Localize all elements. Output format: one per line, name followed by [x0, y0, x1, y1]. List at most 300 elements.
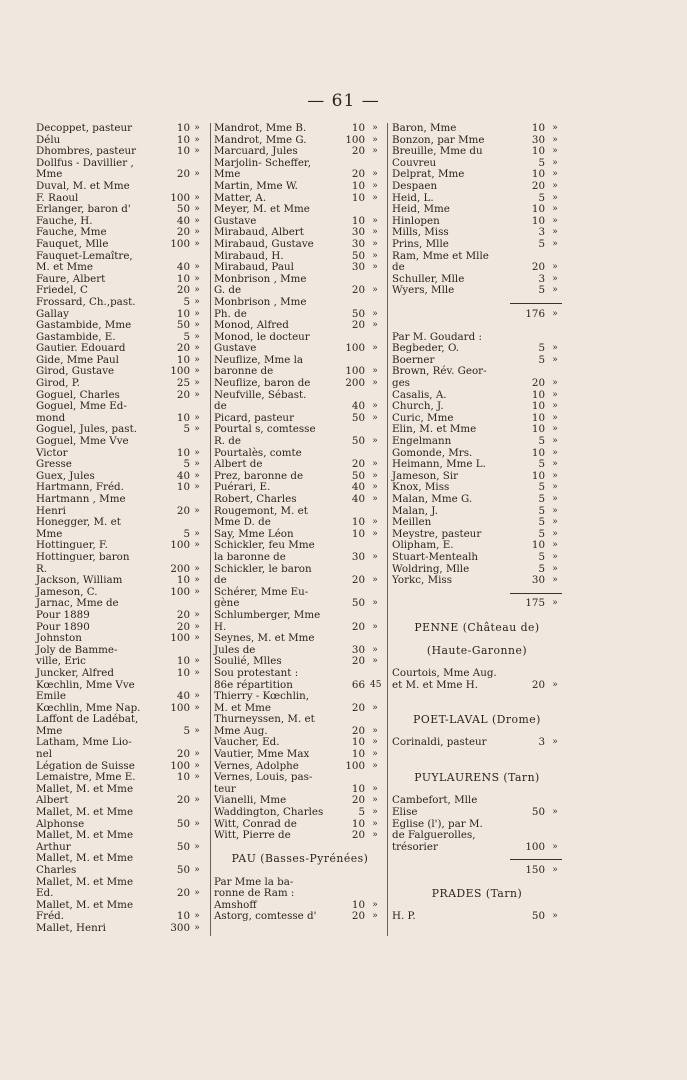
donor-name: Pourtal s, comtesse	[214, 423, 316, 436]
donation-amount: 10	[176, 272, 190, 285]
donor-name: Pour 1889	[36, 608, 90, 621]
donation-amount: 10	[351, 214, 365, 227]
donation-amount: 5	[538, 527, 545, 540]
donor-name: Gide, Mme Paul	[36, 353, 119, 366]
donation-amount: 10	[351, 179, 365, 192]
donation-cents: »	[552, 575, 558, 586]
section-heading-text: (Haute-Garonne)	[426, 643, 528, 657]
donor-name: Church, J.	[392, 400, 444, 413]
donor-name: Monod, Alfred	[214, 319, 289, 332]
donation-amount: 10	[176, 574, 190, 587]
donation-cents: »	[372, 378, 378, 389]
donor-name: Mills, Miss	[392, 226, 449, 239]
section-heading-text: POET-LAVAL (Drome)	[413, 713, 541, 727]
donation-cents: »	[552, 215, 558, 226]
donation-cents: »	[194, 146, 200, 157]
section-heading	[392, 888, 562, 900]
donor-name: Marjolin- Scheffer,	[214, 156, 311, 169]
donation-amount: 50	[531, 806, 545, 819]
donor-name: ville, Eric	[36, 655, 86, 668]
donor-name: Mme D. de	[214, 516, 271, 529]
donation-cents: »	[194, 911, 200, 922]
donor-row	[214, 749, 386, 761]
donor-row	[214, 668, 386, 680]
donation-cents: »	[194, 192, 200, 203]
donor-row	[392, 285, 562, 297]
donation-amount: 200	[345, 377, 365, 390]
donation-cents: »	[194, 354, 200, 365]
donor-name: Mirabaud, Paul	[214, 261, 294, 274]
donation-cents: »	[194, 447, 200, 458]
donor-name: Jules de	[214, 643, 256, 656]
donation-amount: 10	[531, 423, 545, 436]
donation-cents: »	[194, 227, 200, 238]
donor-name: Schlumberger, Mme	[214, 608, 321, 621]
donation-amount: 100	[170, 585, 190, 598]
donor-name: Schickler, feu Mme	[214, 539, 315, 552]
donation-amount: 50	[176, 319, 190, 332]
donation-cents: »	[552, 146, 558, 157]
donor-name: Brown, Rév. Geor-	[392, 365, 487, 378]
donor-name: Gustave	[214, 342, 257, 355]
donation-cents: »	[194, 412, 200, 423]
donor-name: M. et Mme	[214, 701, 271, 714]
donor-name: ronne de Ram :	[214, 887, 295, 900]
donation-amount: 40	[351, 493, 365, 505]
donation-cents: »	[552, 447, 558, 458]
donor-name: Decoppet, pasteur	[36, 122, 133, 134]
donation-cents: »	[194, 888, 200, 899]
donor-name: Fauquet-Lemaître,	[36, 249, 133, 262]
donation-cents: »	[194, 215, 200, 226]
donor-row	[392, 911, 562, 923]
donation-cents: »	[194, 841, 200, 852]
donor-row	[214, 633, 386, 645]
donor-name: Pourtalès, comte	[214, 446, 302, 459]
donation-cents: »	[372, 598, 378, 609]
donor-name: Neufville, Sébast.	[214, 388, 307, 401]
donor-name: la baronne de	[214, 550, 286, 563]
donation-cents: »	[552, 123, 558, 133]
donation-cents: »	[194, 633, 200, 644]
donation-cents: »	[194, 296, 200, 307]
donor-name: Délu	[36, 133, 61, 146]
donation-amount: 20	[176, 748, 190, 761]
donation-cents: »	[552, 354, 558, 365]
donation-cents: »	[372, 412, 378, 423]
donation-cents: »	[194, 865, 200, 875]
donor-row	[392, 575, 562, 587]
donation-cents: »	[372, 807, 378, 818]
donor-row	[214, 691, 386, 703]
donor-row	[392, 737, 562, 749]
donor-name: de	[392, 261, 405, 274]
donation-amount: 5	[538, 284, 545, 297]
donation-amount: 5	[538, 493, 545, 505]
donation-cents: »	[372, 180, 378, 191]
column-divider	[387, 123, 388, 936]
donation-cents: »	[194, 528, 200, 539]
donor-name: Légation de Suisse	[36, 759, 135, 772]
donor-row	[392, 598, 562, 610]
donor-name: Erlanger, baron d'	[36, 203, 131, 216]
donation-cents: »	[372, 783, 378, 794]
donor-name: R.	[36, 562, 48, 575]
donation-amount: 10	[531, 145, 545, 158]
donor-row	[36, 494, 208, 506]
donation-amount: 20	[176, 168, 190, 181]
donor-column-1	[36, 123, 208, 935]
donor-name: Malan, Mme G.	[392, 493, 473, 505]
donor-name: Mme Aug.	[214, 724, 268, 737]
donation-amount: 100	[525, 840, 545, 853]
donation-amount: 10	[176, 655, 190, 668]
donation-cents: »	[194, 285, 200, 296]
donor-name: Monod, le docteur	[214, 330, 310, 343]
donation-cents: »	[372, 528, 378, 539]
donor-name: Duval, M. et Mme	[36, 179, 130, 192]
donation-cents: »	[194, 609, 200, 620]
donation-amount: 10	[531, 203, 545, 216]
donor-name: Fauche, H.	[36, 214, 93, 227]
donor-name: Par M. Goudard :	[392, 330, 482, 343]
donor-name: Gastambide, Mme	[36, 319, 132, 332]
donation-cents: »	[194, 389, 200, 400]
donation-cents: »	[372, 760, 378, 771]
donation-cents: »	[372, 494, 378, 504]
donor-name: Girod, P.	[36, 377, 80, 390]
donation-amount: 5	[538, 342, 545, 355]
donation-cents: »	[194, 586, 200, 597]
donation-cents: »	[552, 378, 558, 389]
donation-amount: 200	[170, 562, 190, 575]
donation-amount: 5	[538, 435, 545, 448]
donation-amount: 100	[170, 237, 190, 250]
donor-name: Schickler, le baron	[214, 562, 312, 575]
donor-row	[36, 297, 208, 309]
donation-amount: 5	[538, 191, 545, 204]
donor-name: Jameson, C.	[36, 585, 98, 598]
donor-name: Mandrot, Mme B.	[214, 122, 307, 134]
donor-name: Robert, Charles	[214, 493, 297, 505]
donor-name: Friedel, C	[36, 284, 88, 297]
donation-cents: »	[552, 285, 558, 296]
donor-name: Fauche, Mme	[36, 226, 107, 239]
donation-cents: »	[372, 575, 378, 586]
donor-name: baronne de	[214, 365, 274, 378]
donor-column-2	[214, 123, 386, 923]
donation-cents: »	[194, 691, 200, 702]
donation-cents: »	[552, 343, 558, 354]
donation-amount: 20	[351, 794, 365, 807]
donation-amount: 30	[351, 550, 365, 563]
donation-amount: 50	[351, 249, 365, 262]
donation-amount: 50	[176, 840, 190, 853]
donation-cents: »	[372, 227, 378, 238]
donor-name: Jarnac, Mme de	[36, 597, 119, 610]
donor-name: Gustave	[214, 214, 257, 227]
donation-cents: »	[194, 575, 200, 586]
donation-cents: »	[552, 737, 558, 748]
donation-amount: 50	[176, 817, 190, 830]
donation-cents: »	[194, 470, 200, 481]
donation-amount: 20	[176, 887, 190, 900]
donor-name: Vautier, Mme Max	[214, 748, 310, 761]
donor-name: Olipham, E.	[392, 539, 454, 552]
donor-name: Latham, Mme Lio-	[36, 736, 132, 749]
donation-amount: 100	[170, 632, 190, 645]
donor-row	[36, 865, 208, 877]
donation-amount: 3	[538, 272, 545, 285]
donation-cents: »	[194, 621, 200, 632]
donor-name: M. et Mme	[36, 261, 93, 274]
donation-cents: »	[552, 911, 558, 922]
donor-row	[214, 378, 386, 390]
donation-cents: »	[552, 262, 558, 273]
donor-name: Faure, Albert	[36, 272, 106, 285]
donor-name: Vaucher, Ed.	[214, 736, 280, 749]
donation-amount: 20	[351, 168, 365, 181]
donation-amount: 20	[351, 910, 365, 923]
donation-amount: 150	[525, 864, 545, 876]
donation-cents: »	[372, 343, 378, 354]
donor-name: Monbrison , Mme	[214, 295, 307, 308]
donor-row	[214, 830, 386, 842]
donor-name: Knox, Miss	[392, 481, 450, 494]
donor-name: Baron, Mme	[392, 122, 457, 134]
subtotal-line	[510, 859, 562, 860]
donation-amount: 5	[183, 458, 190, 471]
donation-amount: 20	[351, 319, 365, 332]
donation-cents: »	[372, 644, 378, 655]
donor-name: Mallet, M. et Mme	[36, 898, 134, 911]
donation-cents: »	[372, 320, 378, 331]
donation-amount: 50	[351, 411, 365, 424]
donation-amount: 20	[351, 145, 365, 158]
donor-name: F. Raoul	[36, 191, 79, 204]
donor-name: de	[214, 400, 227, 413]
donation-amount: 5	[538, 504, 545, 517]
donor-name: Puérari, E.	[214, 481, 271, 494]
donation-cents: »	[552, 424, 558, 435]
donor-name: Goguel, Charles	[36, 388, 120, 401]
donation-amount: 3	[538, 736, 545, 749]
donation-amount: 5	[538, 353, 545, 366]
donor-name: Par Mme la ba-	[214, 875, 294, 888]
donation-amount: 10	[351, 782, 365, 795]
donor-row	[392, 610, 562, 622]
donation-cents: »	[552, 679, 558, 690]
donation-amount: 5	[183, 330, 190, 343]
donor-row	[392, 552, 562, 564]
donation-cents: »	[194, 424, 200, 435]
donation-amount: 10	[531, 388, 545, 401]
donation-cents: »	[372, 737, 378, 748]
donor-name: Breuille, Mme du	[392, 145, 483, 158]
donor-name: Mandrot, Mme G.	[214, 133, 307, 146]
donor-row	[392, 378, 562, 390]
donation-amount: 10	[176, 666, 190, 679]
donation-cents: »	[194, 204, 200, 215]
donation-amount: 20	[531, 261, 545, 274]
donor-name: Corinaldi, pasteur	[392, 736, 487, 749]
donation-amount: 20	[176, 504, 190, 517]
donation-amount: 100	[170, 539, 190, 552]
donation-cents: »	[552, 134, 558, 145]
donor-name: Honegger, M. et	[36, 516, 121, 529]
donor-name: Say, Mme Léon	[214, 527, 294, 540]
donor-name: H.	[214, 620, 227, 633]
donation-cents: »	[372, 459, 378, 470]
donor-row	[392, 842, 562, 854]
donor-name: Gautier. Edouard	[36, 342, 126, 355]
donor-row	[214, 911, 386, 923]
donor-name: Amshoff	[214, 898, 257, 911]
donor-row	[36, 552, 208, 564]
donor-name: trésorier	[392, 840, 438, 853]
donation-amount: 50	[351, 597, 365, 610]
donor-name: Jameson, Sir	[392, 469, 459, 482]
donation-cents: »	[194, 169, 200, 180]
donor-name: Laffont de Ladébat,	[36, 713, 139, 726]
donation-cents: »	[194, 308, 200, 319]
donor-name: Wyers, Mlle	[392, 284, 455, 297]
donor-name: Mallet, M. et Mme	[36, 875, 134, 888]
donor-name: G. de	[214, 284, 242, 297]
donor-row	[392, 691, 562, 703]
donation-amount: 10	[176, 446, 190, 459]
donor-name: Delprat, Mme	[392, 168, 465, 181]
section-heading	[392, 645, 562, 657]
donor-name: Johnston	[36, 632, 82, 645]
donor-name: Witt, Conrad de	[214, 817, 297, 830]
donation-amount: 20	[351, 655, 365, 668]
donation-amount: 5	[538, 458, 545, 471]
donor-name: Charles	[36, 864, 77, 876]
donor-name: Witt, Pierre de	[214, 829, 291, 842]
section-heading-text: PRADES (Tarn)	[431, 887, 523, 901]
donor-row	[392, 865, 562, 877]
donor-name: Gallay	[36, 307, 69, 320]
donor-row	[36, 610, 208, 622]
donor-name: Elin, M. et Mme	[392, 423, 477, 436]
donor-name: Guex, Jules	[36, 469, 95, 482]
donor-row	[214, 552, 386, 564]
donation-cents: »	[194, 563, 200, 574]
donor-row	[36, 691, 208, 703]
donation-cents: »	[194, 656, 200, 667]
donation-amount: 10	[176, 122, 190, 134]
donation-amount: 40	[351, 481, 365, 494]
donation-cents: »	[372, 899, 378, 910]
donor-name: Henri	[36, 504, 66, 517]
donation-amount: 20	[531, 179, 545, 192]
donor-name: Monbrison , Mme	[214, 272, 307, 285]
donor-name: Thurneyssen, M. et	[214, 713, 315, 726]
donor-name: Courtois, Mme Aug.	[392, 666, 497, 679]
donation-cents: »	[552, 505, 558, 516]
donor-name: Albert	[36, 794, 69, 807]
donation-amount: 100	[170, 191, 190, 204]
donor-name: Arthur	[36, 840, 71, 853]
donation-amount: 30	[351, 261, 365, 274]
donation-cents: »	[194, 667, 200, 678]
donor-name: Rougemont, M. et	[214, 504, 308, 517]
donor-row	[214, 575, 386, 587]
donor-row	[392, 204, 562, 216]
donor-name: de	[214, 574, 227, 587]
donation-cents: »	[372, 621, 378, 632]
subtotal-rule	[392, 297, 562, 309]
donation-cents: »	[194, 378, 200, 389]
donor-name: Waddington, Charles	[214, 806, 324, 819]
donation-amount: 20	[176, 794, 190, 807]
section-heading-text: PUYLAURENS (Tarn)	[414, 771, 540, 785]
donor-name: Ed.	[36, 887, 54, 900]
donation-cents: »	[552, 412, 558, 423]
donor-row	[36, 181, 208, 193]
donor-name: Kœchlin, Mme Vve	[36, 678, 135, 691]
donation-cents: »	[372, 470, 378, 481]
donation-amount: 175	[525, 597, 545, 610]
donor-name: Mirabaud, Albert	[214, 226, 304, 239]
donor-name: Boerner	[392, 353, 435, 366]
page-number: — 61 —	[307, 91, 380, 111]
donation-amount: 10	[176, 353, 190, 366]
donor-name: Meyer, M. et Mme	[214, 203, 310, 216]
donor-name: Goguel, Mme Ed-	[36, 400, 127, 413]
donation-cents: »	[372, 401, 378, 412]
donation-amount: 50	[351, 307, 365, 320]
donor-row	[214, 204, 386, 216]
donor-name: Vernes, Adolphe	[214, 759, 299, 772]
donation-cents: »	[372, 517, 378, 528]
donation-cents: »	[552, 459, 558, 470]
donor-name: Casalis, A.	[392, 388, 447, 401]
donation-cents: »	[194, 725, 200, 736]
donation-cents: »	[372, 366, 378, 377]
donation-amount: 30	[351, 226, 365, 239]
donor-row	[36, 633, 208, 645]
donor-name: Matter, A.	[214, 191, 267, 204]
donation-amount: 20	[176, 620, 190, 633]
donor-row	[36, 378, 208, 390]
donation-cents: »	[372, 482, 378, 493]
donation-amount: 176	[525, 307, 545, 320]
donor-name: Mallet, M. et Mme	[36, 806, 134, 819]
donor-name: Fauquet, Mlle	[36, 237, 109, 250]
donor-name: Martin, Mme W.	[214, 179, 298, 192]
donor-row	[214, 436, 386, 448]
donation-amount: 100	[170, 701, 190, 714]
donor-name: Mirabaud, H.	[214, 249, 284, 262]
donation-cents: »	[552, 528, 558, 539]
donor-name: Thierry - Kœchlin,	[214, 690, 310, 703]
donor-name: Kœchlin, Mme Nap.	[36, 701, 141, 714]
donation-cents: »	[552, 494, 558, 504]
donor-name: Mirabaud, Gustave	[214, 237, 314, 250]
donation-amount: 20	[176, 226, 190, 239]
donor-name: de Falguerolles,	[392, 829, 476, 842]
donation-cents: »	[552, 204, 558, 215]
donation-amount: 20	[351, 701, 365, 714]
donor-name: Jackson, William	[36, 574, 123, 587]
donation-cents: »	[194, 343, 200, 354]
donor-name: Eglise (l'), par M.	[392, 817, 483, 830]
donation-amount: 20	[531, 377, 545, 390]
donor-name: Mme	[36, 724, 63, 737]
donor-name: Girod, Gustave	[36, 365, 115, 378]
